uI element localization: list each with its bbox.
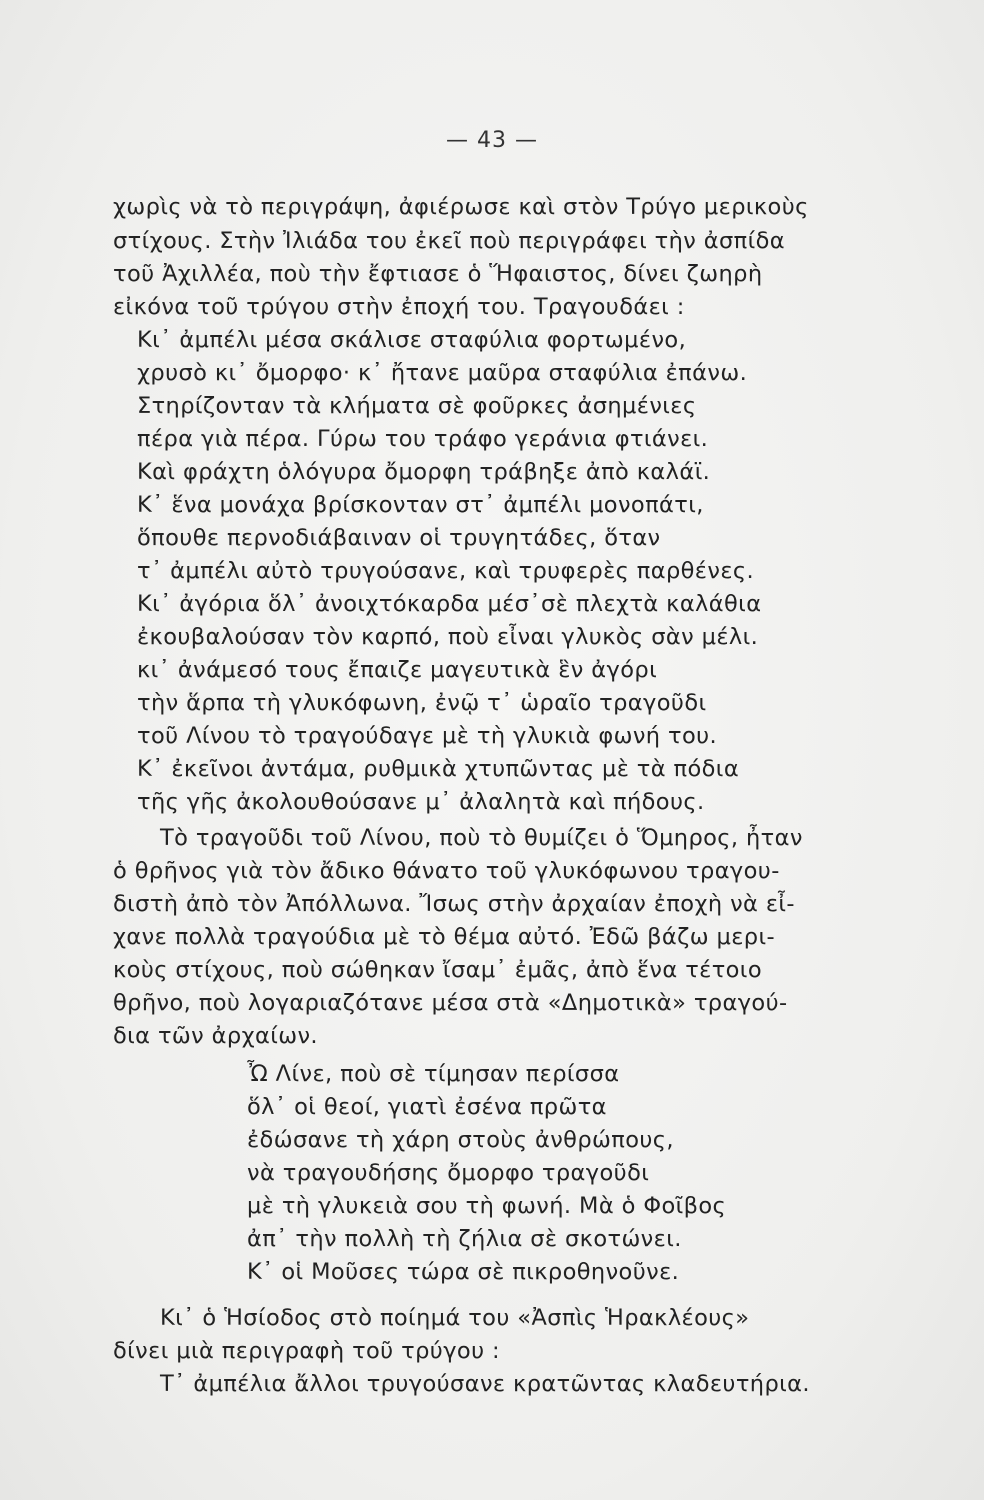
verse-line: ὅλ᾿ οἱ θεοί, γιατὶ ἐσένα πρῶτα	[247, 1094, 607, 1120]
verse-line: Κ᾿ ἕνα μονάχα βρίσκονταν στ᾿ ἀμπέλι μονοπάτι,	[137, 492, 704, 518]
verse-line: χρυσὸ κι᾿ ὄμορφο· κ᾿ ἤτανε μαῦρα σταφύλια ἐπάνω.	[137, 360, 748, 386]
text-line: κοὺς στίχους, ποὺ σώθηκαν ἴσαμ᾿ ἐμᾶς, ἀπὸ ἕνα τέτοιο	[113, 957, 762, 983]
verse-line: κι᾿ ἀνάμεσό τους ἔπαιζε μαγευτικὰ ἓν ἀγόρι	[137, 657, 658, 683]
verse-line: νὰ τραγουδήσης ὄμορφο τραγοῦδι	[247, 1160, 650, 1186]
verse-line: τῆς γῆς ἀκολουθούσανε μ᾿ ἀλαλητὰ καὶ πήδους.	[137, 789, 705, 815]
text-line: ὁ θρῆνος γιὰ τὸν ἄδικο θάνατο τοῦ γλυκόφωνου τραγου-	[113, 858, 780, 884]
verse-line: τοῦ Λίνου τὸ τραγούδαγε μὲ τὴ γλυκιὰ φωνή του.	[137, 723, 718, 749]
verse-line: τ᾿ ἀμπέλι αὐτὸ τρυγούσανε, καὶ τρυφερὲς παρθένες.	[137, 558, 755, 584]
text-line: δίνει μιὰ περιγραφὴ τοῦ τρύγου :	[113, 1338, 501, 1364]
verse-line: Τ᾿ ἀμπέλια ἄλλοι τρυγούσανε κρατῶντας κλαδευτήρια.	[160, 1371, 810, 1397]
verse-line: ὅπουθε περνοδιάβαιναν οἱ τρυγητάδες, ὅταν	[137, 525, 661, 551]
verse-line: Ὦ Λίνε, ποὺ σὲ τίμησαν περίσσα	[247, 1061, 620, 1087]
verse-line: τὴν ἅρπα τὴ γλυκόφωνη, ἐνῷ τ᾿ ὡραῖο τραγοῦδι	[137, 690, 707, 716]
verse-line: Καὶ φράχτη ὁλόγυρα ὄμορφη τράβηξε ἀπὸ καλάϊ.	[137, 459, 711, 485]
text-line: θρῆνο, ποὺ λογαριαζότανε μέσα στὰ «Δημοτικὰ» τραγού-	[113, 990, 788, 1016]
verse-line: Στηρίζονταν τὰ κλήματα σὲ φοῦρκες ἀσημένιες	[137, 393, 697, 419]
text-line: Κι᾿ ὁ Ἡσίοδος στὸ ποίημά του «Ἀσπὶς Ἡρακλέους»	[160, 1305, 750, 1331]
text-line: δια τῶν ἀρχαίων.	[113, 1023, 318, 1049]
verse-line: Κ᾿ οἱ Μοῦσες τώρα σὲ πικροθηνοῦνε.	[247, 1259, 680, 1285]
verse-line: ἐκουβαλούσαν τὸν καρπό, ποὺ εἶναι γλυκὸς σὰν μέλι.	[137, 624, 759, 650]
page-number: — 43 —	[446, 128, 538, 153]
text-line: εἰκόνα τοῦ τρύγου στὴν ἐποχή του. Τραγουδάει :	[113, 294, 685, 320]
text-line: διστὴ ἀπὸ τὸν Ἀπόλλωνα. Ἴσως στὴν ἀρχαίαν ἐποχὴ νὰ εἶ-	[113, 891, 795, 917]
verse-line: μὲ τὴ γλυκειὰ σου τὴ φωνή. Μὰ ὁ Φοῖβος	[247, 1193, 727, 1219]
text-line: τοῦ Ἀχιλλέα, ποὺ τὴν ἔφτιασε ὁ Ἥφαιστος, δίνει ζωηρὴ	[113, 261, 763, 287]
verse-line: ἐδώσανε τὴ χάρη στοὺς ἀνθρώπους,	[247, 1127, 674, 1153]
verse-line: Κι᾿ ἀγόρια ὅλ᾿ ἀνοιχτόκαρδα μέσ᾿σὲ πλεχτὰ καλάθια	[137, 591, 762, 617]
verse-line: Κι᾿ ἀμπέλι μέσα σκάλισε σταφύλια φορτωμένο,	[137, 327, 687, 353]
verse-line: ἀπ᾿ τὴν πολλὴ τὴ ζήλια σὲ σκοτώνει.	[247, 1226, 682, 1252]
text-line: Τὸ τραγοῦδι τοῦ Λίνου, ποὺ τὸ θυμίζει ὁ Ὅμηρος, ἦταν	[160, 825, 803, 851]
verse-line: Κ᾿ ἐκεῖνοι ἀντάμα, ρυθμικὰ χτυπῶντας μὲ τὰ πόδια	[137, 756, 740, 782]
text-line: χανε πολλὰ τραγούδια μὲ τὸ θέμα αὐτό. Ἐδῶ βάζω μερι-	[113, 924, 776, 950]
text-line: στίχους. Στὴν Ἰλιάδα του ἐκεῖ ποὺ περιγράφει τὴν ἀσπίδα	[113, 228, 786, 254]
text-line: χωρὶς νὰ τὸ περιγράψη, ἀφιέρωσε καὶ στὸν Τρύγο μερικοὺς	[113, 194, 809, 220]
verse-line: πέρα γιὰ πέρα. Γύρω του τράφο γεράνια φτιάνει.	[137, 426, 709, 452]
